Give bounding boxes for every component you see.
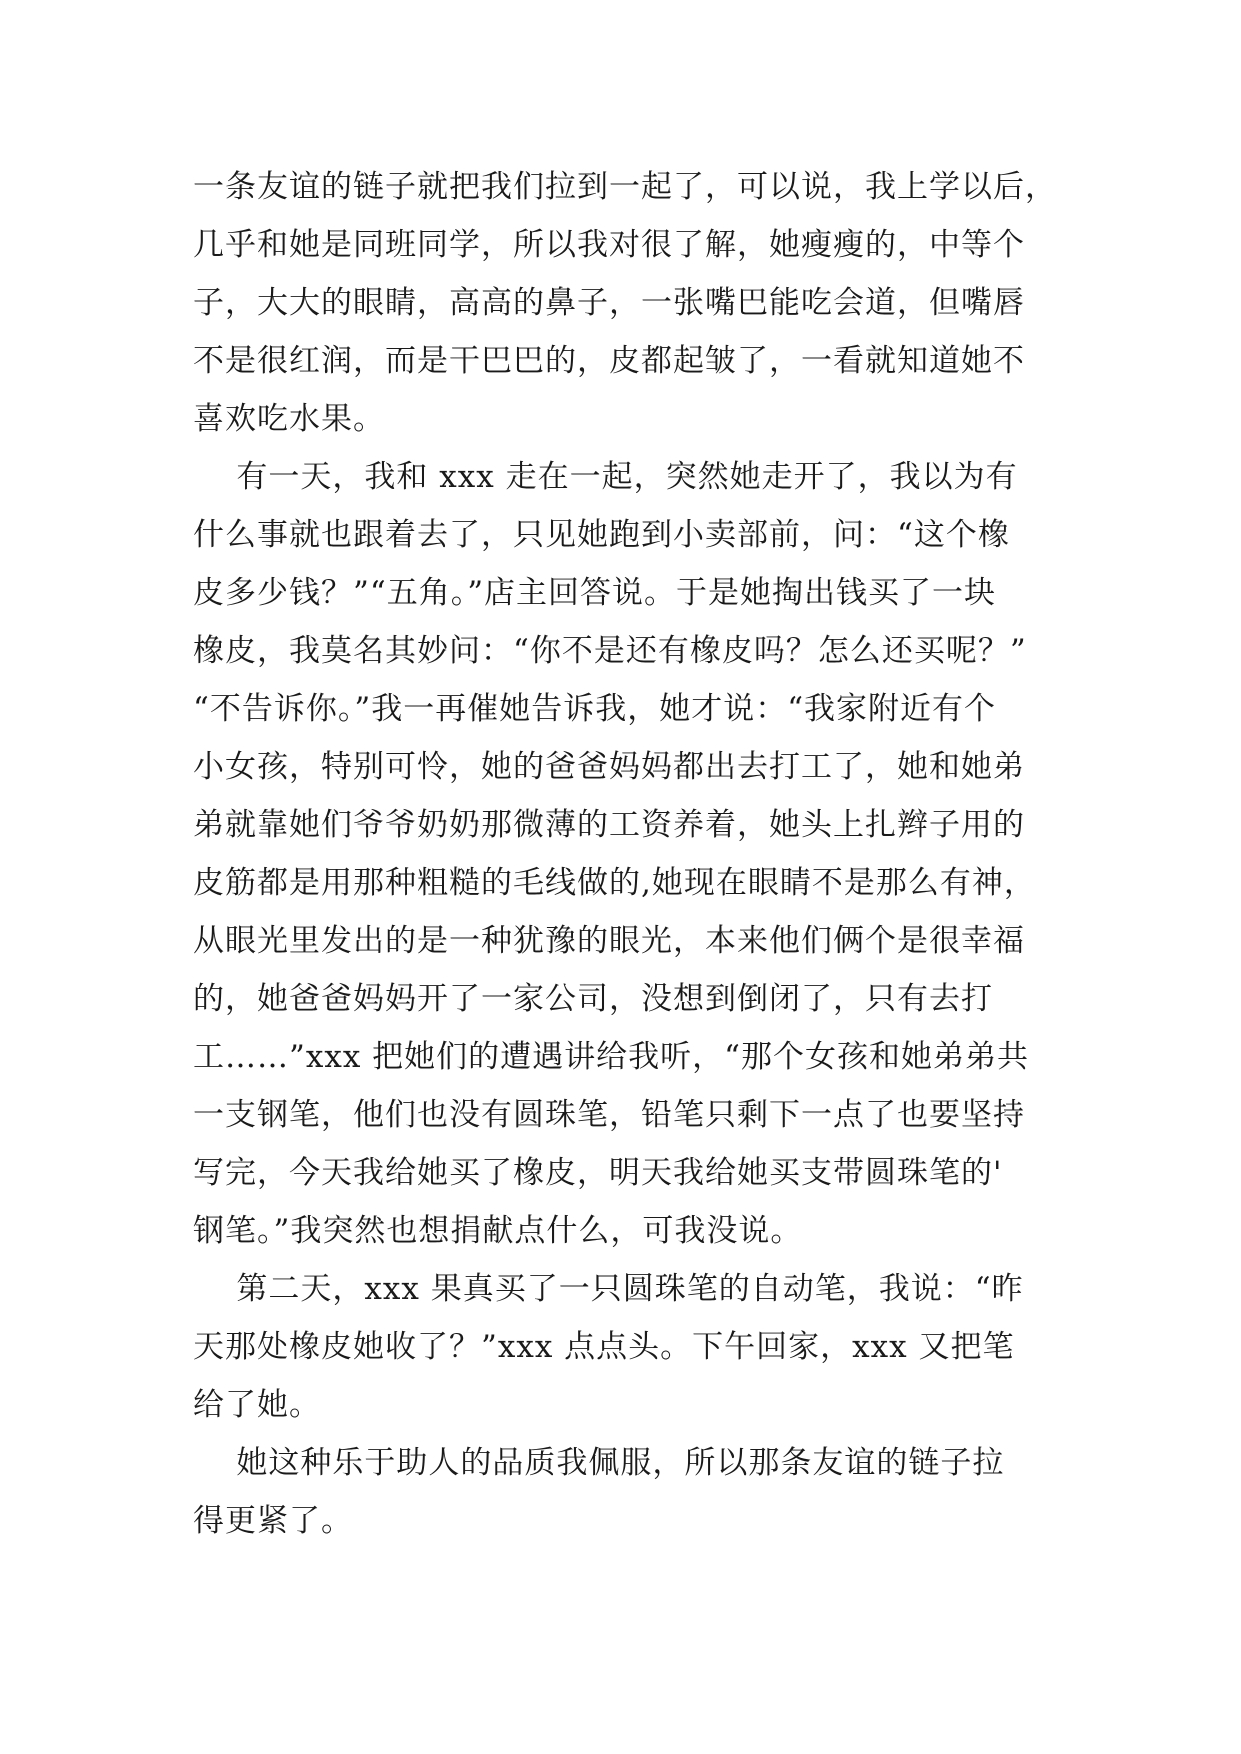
text-line: “不告诉你。”我一再催她告诉我，她才说：“我家附近有个 xyxy=(193,691,997,727)
text-line: 写完，今天我给她买了橡皮，明天我给她买支带圆珠笔的' xyxy=(193,1155,1003,1191)
text-line: 得更紧了。 xyxy=(193,1503,353,1539)
text-line: 橡皮，我莫名其妙问：“你不是还有橡皮吗？怎么还买呢？” xyxy=(193,633,1027,669)
text-line: 给了她。 xyxy=(193,1387,321,1423)
text-line: 一支钢笔，他们也没有圆珠笔，铅笔只剩下一点了也要坚持 xyxy=(193,1097,1025,1133)
text-line: 皮多少钱？”“五角。”店主回答说。于是她掏出钱买了一块 xyxy=(193,575,997,611)
text-line: 的，她爸爸妈妈开了一家公司，没想到倒闭了，只有去打 xyxy=(193,981,993,1017)
text-line: 小女孩，特别可怜，她的爸爸妈妈都出去打工了，她和她弟 xyxy=(193,749,1025,785)
text-line: 从眼光里发出的是一种犹豫的眼光，本来他们俩个是很幸福 xyxy=(193,923,1025,959)
text-line: 有一天，我和 xxx 走在一起，突然她走开了，我以为有 xyxy=(193,459,1018,495)
text-line: 一条友谊的链子就把我们拉到一起了，可以说，我上学以后， xyxy=(193,169,1057,205)
text-line: 钢笔。”我突然也想捐献点什么，可我没说。 xyxy=(193,1213,803,1249)
text-line: 不是很红润，而是干巴巴的，皮都起皱了，一看就知道她不 xyxy=(193,343,1025,379)
text-line: 皮筋都是用那种粗糙的毛线做的,她现在眼睛不是那么有神， xyxy=(193,865,1036,901)
paragraph-3 xyxy=(193,1260,1053,1434)
text-line: 第二天，xxx 果真买了一只圆珠笔的自动笔，我说：“昨 xyxy=(193,1271,1024,1307)
text-line: 几乎和她是同班同学，所以我对很了解，她瘦瘦的，中等个 xyxy=(193,227,1025,263)
text-line: 子，大大的眼睛，高高的鼻子，一张嘴巴能吃会道，但嘴唇 xyxy=(193,285,1025,321)
text-line: 什么事就也跟着去了，只见她跑到小卖部前，问：“这个橡 xyxy=(193,517,1010,553)
text-line: 弟就靠她们爷爷奶奶那微薄的工资养着，她头上扎辫子用的 xyxy=(193,807,1025,843)
text-line: 天那处橡皮她收了？”xxx 点点头。下午回家，xxx 又把笔 xyxy=(193,1329,1015,1365)
text-line: 喜欢吃水果。 xyxy=(193,401,385,437)
body-text xyxy=(193,158,1057,1550)
paragraph-1 xyxy=(193,158,1057,448)
text-line: 工……”xxx 把她们的遭遇讲给我听，“那个女孩和她弟弟共 xyxy=(193,1039,1029,1075)
paragraph-4 xyxy=(193,1434,1053,1550)
text-line: 她这种乐于助人的品质我佩服，所以那条友谊的链子拉 xyxy=(193,1445,1005,1481)
paragraph-2 xyxy=(193,448,1053,1260)
